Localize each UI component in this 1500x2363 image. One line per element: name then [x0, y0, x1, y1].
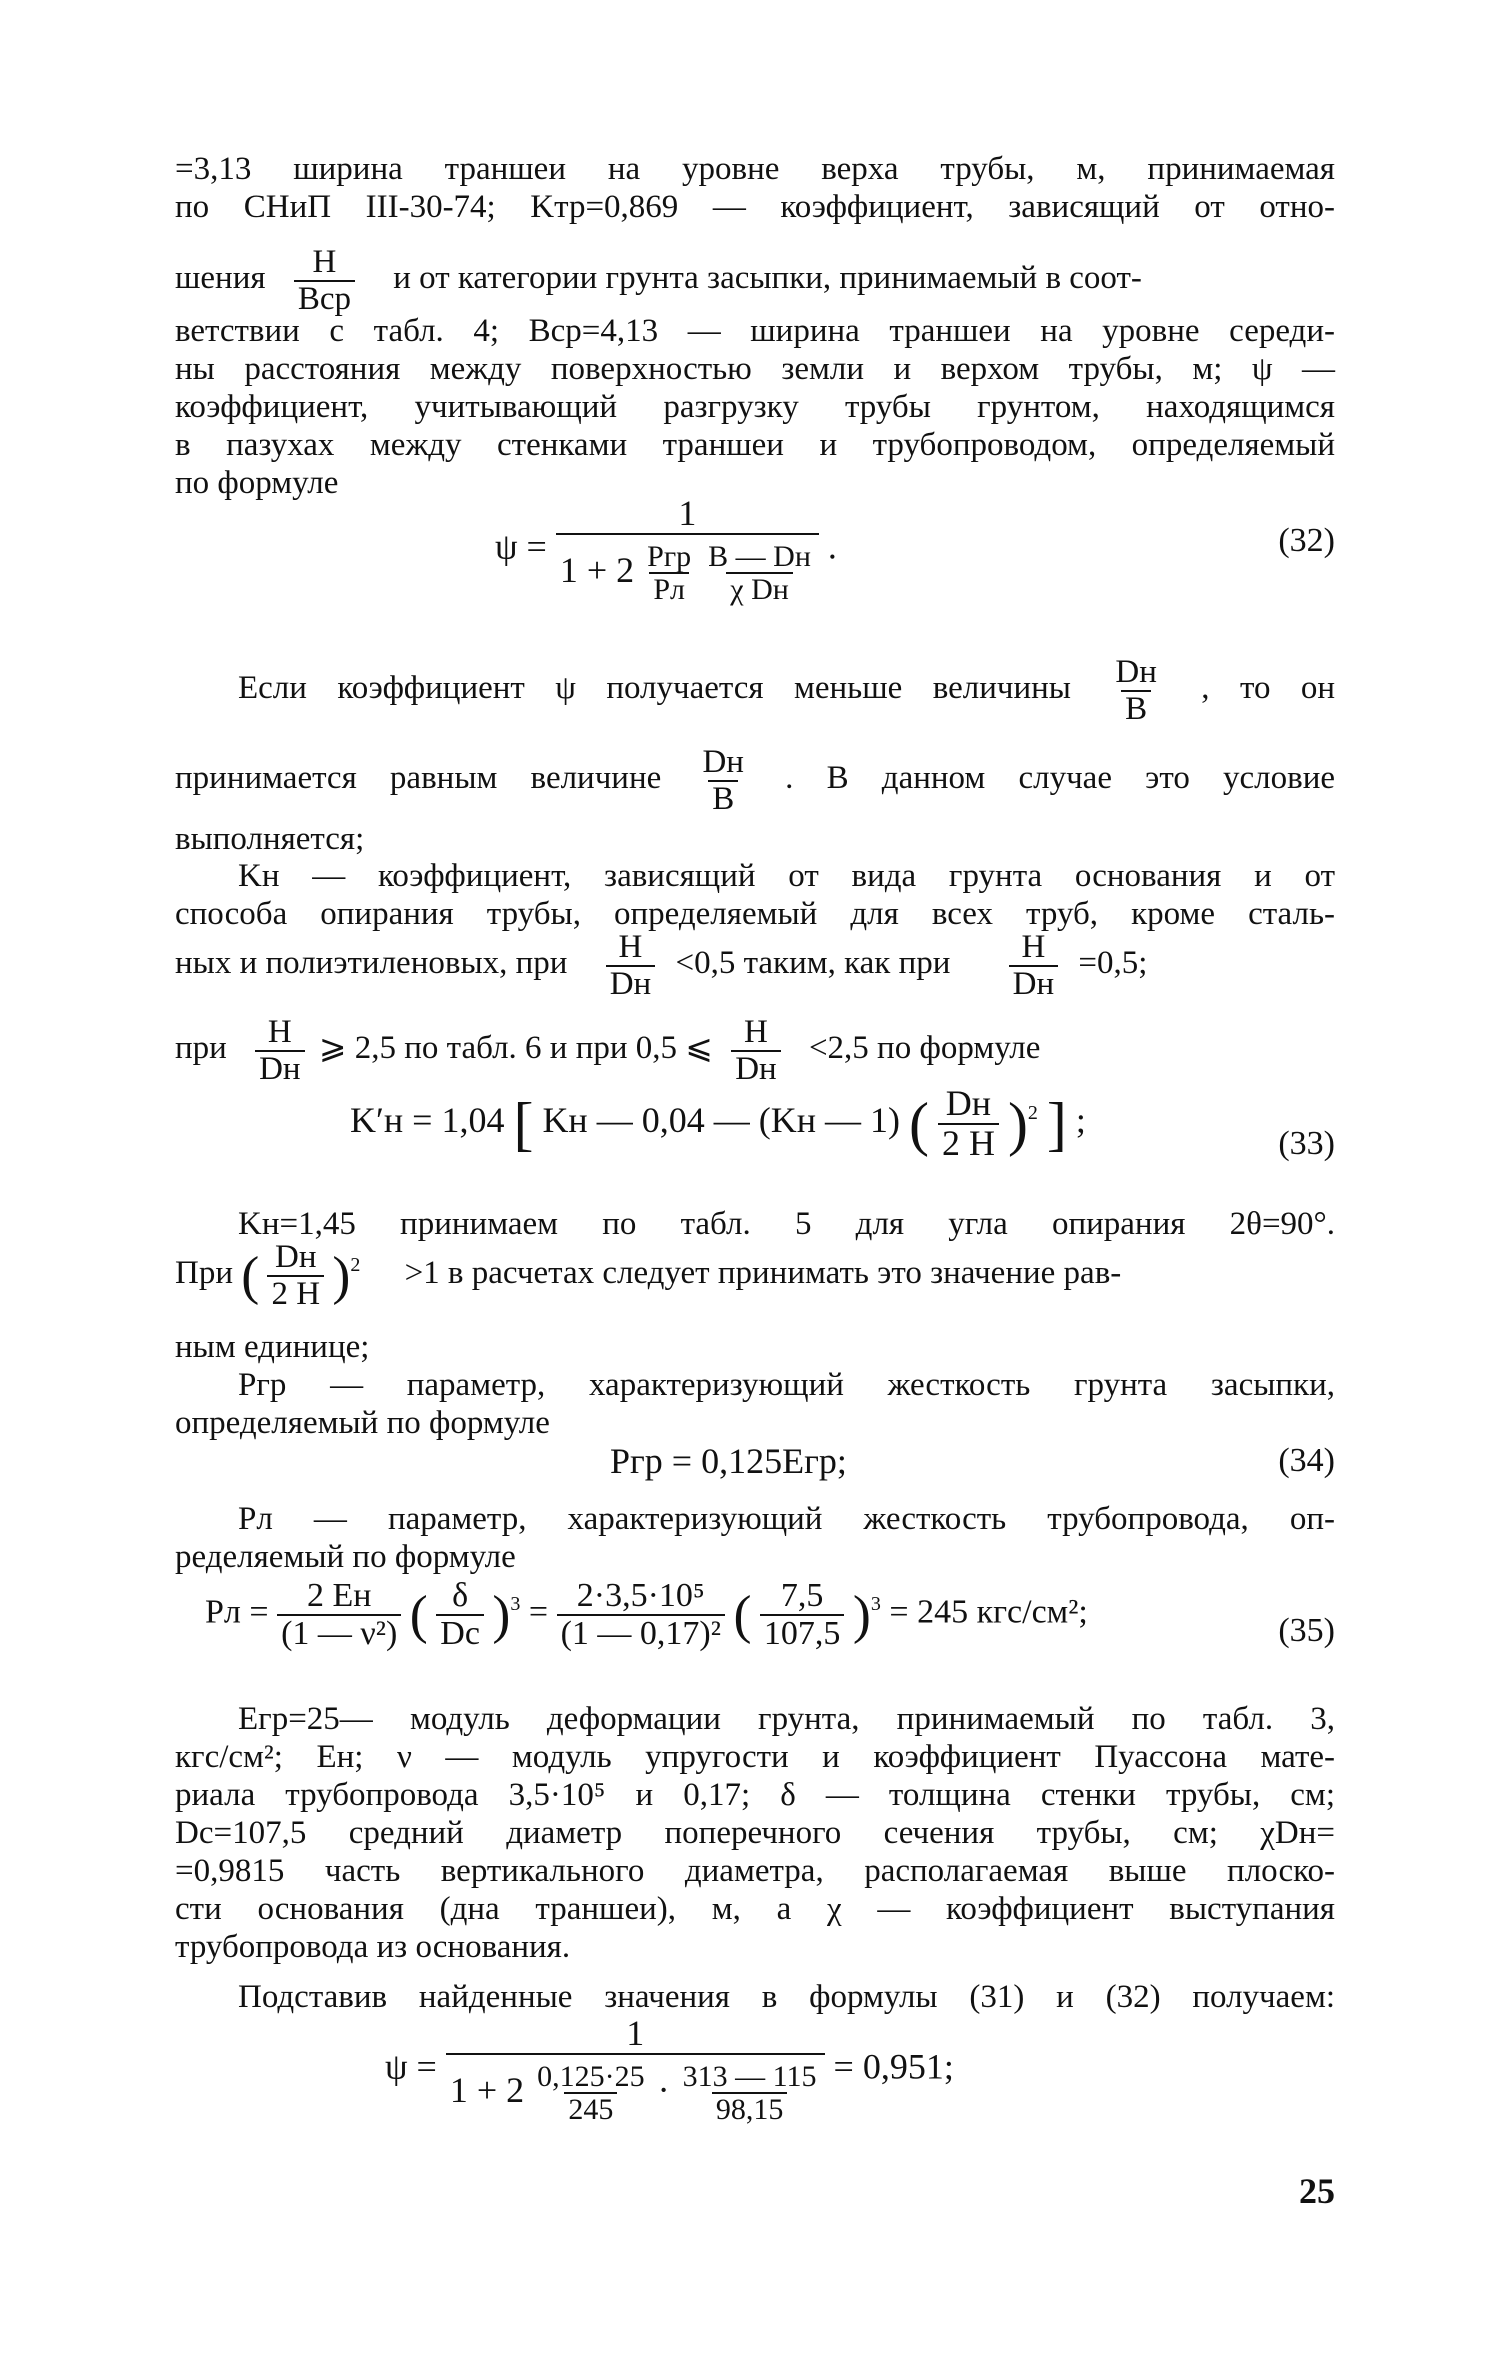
paren-close: ) [492, 1584, 511, 1645]
equation-number-32: (32) [1278, 522, 1335, 559]
text-line-12: Kн — коэффициент, зависящий от вида грунта основания и от [238, 858, 1335, 894]
fraction-numeric-2 [760, 1578, 845, 1651]
text-line-6: коэффициент, учитывающий разгрузку трубы грунтом, находящимся [175, 389, 1335, 425]
equation-34: Pгр = 0,125Eгр; [610, 1441, 847, 1481]
fraction-numerator: 1 [678, 493, 697, 533]
paren-open: ( [908, 1090, 929, 1157]
fraction-Dn-over-B [1111, 655, 1161, 726]
equation-35 [205, 1578, 1088, 1651]
fraction-denominator: 107,5 [760, 1614, 845, 1652]
fraction-denominator: B [708, 780, 738, 817]
fraction-numerator: 0,125·25 [537, 2059, 645, 2093]
equation-lhs: K′н = 1,04 [350, 1100, 505, 1141]
text-fragment: шения [175, 260, 266, 297]
text-fragment: >1 в расчетах следует принимать это значение рав- [404, 1255, 1122, 1292]
paren-open: ( [733, 1584, 752, 1645]
equation-lhs: ψ = [495, 526, 547, 567]
fraction-H-over-Bsr [294, 245, 355, 316]
fraction-denominator: Dн [731, 1050, 781, 1087]
text-fragment: =0,5; [1078, 945, 1148, 982]
text-line-4: ветствии с табл. 4; Bср=4,13 — ширина траншеи на уровне середи- [175, 313, 1335, 349]
paren-close: ) [332, 1245, 351, 1306]
fraction-numerator: Pгр [647, 539, 692, 573]
fraction-denominator: Dн [255, 1050, 305, 1087]
fraction-numerator: δ [452, 1577, 469, 1614]
text-fragment: , то он [1201, 670, 1336, 707]
fraction-Dn-over-2H [938, 1085, 999, 1163]
fraction-numerator: Dн [945, 1083, 992, 1123]
fraction-denominator: 245 [564, 2092, 617, 2126]
paren-close: ) [852, 1584, 871, 1645]
denominator-prefix: 1 + 2 [559, 549, 635, 590]
fraction-Pgr-over-Pl [643, 541, 695, 606]
paren-close: ) [1007, 1090, 1028, 1157]
fraction-denominator: 2 H [267, 1275, 324, 1312]
text-line-13: способа опирания трубы, определяемый для всех труб, кроме сталь- [175, 896, 1335, 932]
fraction-numerator: 2 Eн [306, 1577, 372, 1614]
equation-number-35: (35) [1278, 1612, 1335, 1649]
equation-result: = 0,951; [833, 2046, 954, 2087]
text-line-9 [238, 655, 1335, 726]
text-line-22: ределяемый по формуле [175, 1539, 516, 1575]
equation-main-fraction [556, 495, 819, 606]
fraction-numerator: Dн [702, 744, 744, 780]
fraction-denominator: B [1121, 690, 1151, 727]
text-line-20: определяемый по формуле [175, 1405, 550, 1441]
fraction-2En-over-1-minus-nu2 [277, 1578, 401, 1651]
paren-open: ( [241, 1245, 260, 1306]
text-fragment: при [175, 1030, 227, 1067]
text-line-28: сти основания (дна траншеи), м, а χ — коэффициент выступания [175, 1891, 1335, 1927]
text-fragment: . В данном случае это условие [785, 760, 1335, 797]
equals-sign: = [528, 1593, 549, 1631]
bracket-open: [ [513, 1090, 534, 1157]
text-line-15 [175, 1015, 1335, 1086]
text-line-1: =3,13 ширина траншеи на уровне верха трубы, м, принимаемая [175, 151, 1335, 187]
multiplication-dot: · [657, 2069, 670, 2110]
fraction-denominator: Dн [1009, 965, 1059, 1002]
text-line-30: Подставив найденные значения в формулы (31) и (32) получаем: [238, 1979, 1335, 2015]
text-line-8: по формуле [175, 465, 339, 501]
equation-inner: Kн — 0,04 — (Kн — 1) [542, 1100, 900, 1141]
fraction-numerator: H [1021, 929, 1046, 965]
text-fragment: <2,5 по формуле [808, 1030, 1041, 1067]
text-line-19: Pгр — параметр, характеризующий жесткость грунта засыпки, [238, 1367, 1335, 1403]
fraction-numerator: H [312, 244, 337, 280]
text-line-11: выполняется; [175, 821, 365, 857]
equation-number-34: (34) [1278, 1442, 1335, 1479]
fraction-delta-over-Dc [436, 1578, 484, 1651]
fraction-numerator: H [618, 929, 643, 965]
text-line-17 [175, 1240, 1335, 1311]
fraction-numerator: 1 [626, 2013, 645, 2053]
fraction-numerator: 313 — 115 [682, 2059, 817, 2093]
fraction-denominator: Dс [436, 1614, 484, 1652]
page-number: 25 [1299, 2171, 1335, 2211]
text-line-23: Eгр=25— модуль деформации грунта, принимаемый по табл. 3, [238, 1701, 1335, 1737]
text-line-3 [175, 245, 1335, 316]
fraction-numerator: H [267, 1014, 292, 1050]
fraction-denominator: (1 — ν²) [277, 1614, 401, 1652]
equation-number-33: (33) [1278, 1125, 1335, 1162]
exponent: 2 [350, 1254, 361, 1277]
fraction-H-over-Dn [731, 1015, 781, 1086]
fraction-numerator: Dн [275, 1239, 317, 1275]
text-line-18: ным единице; [175, 1329, 370, 1365]
bracket-close: ] [1046, 1090, 1067, 1157]
text-fragment: <0,5 таким, как при [675, 945, 951, 982]
text-line-27: =0,9815 часть вертикального диаметра, располагаемая выше плоско- [175, 1853, 1335, 1889]
exponent: 3 [510, 1593, 521, 1616]
fraction-H-over-Dn [606, 930, 656, 1001]
equation-tail: ; [1075, 1100, 1086, 1141]
text-line-25: риала трубопровода 3,5·10⁵ и 0,17; δ — толщина стенки трубы, см; [175, 1777, 1335, 1813]
fraction-denominator: χ Dн [726, 572, 793, 606]
text-fragment: принимается равным величине [175, 760, 662, 797]
fraction-denominator: Dн [606, 965, 656, 1002]
equation-33 [350, 1085, 1086, 1163]
fraction-Dn-over-B [698, 745, 748, 816]
text-line-29: трубопровода из основания. [175, 1929, 571, 1965]
fraction-denominator: 2 H [938, 1123, 999, 1163]
equation-32 [495, 495, 837, 606]
fraction-B-minus-D-over-chiD [704, 541, 815, 606]
fraction-denominator: 98,15 [712, 2092, 788, 2126]
text-fragment: и от категории грунта засыпки, принимаемый в соот- [393, 260, 1142, 297]
equation-main-fraction [446, 2015, 825, 2126]
text-line-21: Pл — параметр, характеризующий жесткость трубопровода, оп- [238, 1501, 1335, 1537]
fraction-numerator: 2·3,5·10⁵ [576, 1577, 705, 1614]
fraction-denominator [446, 2053, 825, 2126]
fraction-numerator: 7,5 [780, 1577, 824, 1614]
text-line-14 [175, 930, 1335, 1001]
text-line-16: Kн=1,45 принимаем по табл. 5 для угла опирания 2θ=90°. [238, 1206, 1335, 1242]
text-fragment: ⩾ 2,5 по табл. 6 и при 0,5 ⩽ [318, 1030, 713, 1067]
text-line-5: ны расстояния между поверхностью земли и верхом трубы, м; ψ — [175, 351, 1335, 387]
equation-tail: . [827, 526, 837, 567]
fraction-H-over-Dn [1009, 930, 1059, 1001]
fraction-numerator: H [744, 1014, 768, 1050]
text-line-24: кгс/см²; Eн; ν — модуль упругости и коэффициент Пуассона мате- [175, 1739, 1335, 1775]
text-fragment: При [175, 1255, 233, 1292]
text-fragment: Если коэффициент ψ получается меньше величины [238, 670, 1071, 707]
paren-open: ( [409, 1584, 428, 1645]
denominator-prefix: 1 + 2 [449, 2069, 525, 2110]
fraction-H-over-Dn [255, 1015, 305, 1086]
fraction-Dn-over-2H [267, 1240, 324, 1311]
fraction-denominator: Pл [649, 572, 689, 606]
equation-lhs: ψ = [385, 2046, 437, 2087]
fraction-denominator [556, 533, 819, 606]
fraction-numerator: B — Dн [708, 539, 811, 573]
fraction-denominator: (1 — 0,17)² [557, 1614, 725, 1652]
equation-lhs: Pл = [205, 1593, 269, 1631]
fraction-numeric-1 [557, 1578, 725, 1651]
fraction-numeric-b [679, 2061, 821, 2126]
exponent: 3 [870, 1593, 881, 1616]
text-line-2: по СНиП III-30-74; Kтр=0,869 — коэффициент, зависящий от отно- [175, 189, 1335, 225]
text-line-26: Dс=107,5 средний диаметр поперечного сечения трубы, см; χDн= [175, 1815, 1335, 1851]
equation-result: = 245 кгс/см²; [889, 1593, 1088, 1631]
fraction-numerator: Dн [1115, 654, 1157, 690]
text-line-10 [175, 745, 1335, 816]
text-line-7: в пазухах между стенками траншеи и трубопроводом, определяемый [175, 427, 1335, 463]
fraction-denominator: Bср [294, 280, 355, 317]
text-fragment: ных и полиэтиленовых, при [175, 945, 568, 982]
fraction-numeric-a [533, 2061, 649, 2126]
equation-final [385, 2015, 954, 2126]
exponent: 2 [1027, 1102, 1038, 1125]
